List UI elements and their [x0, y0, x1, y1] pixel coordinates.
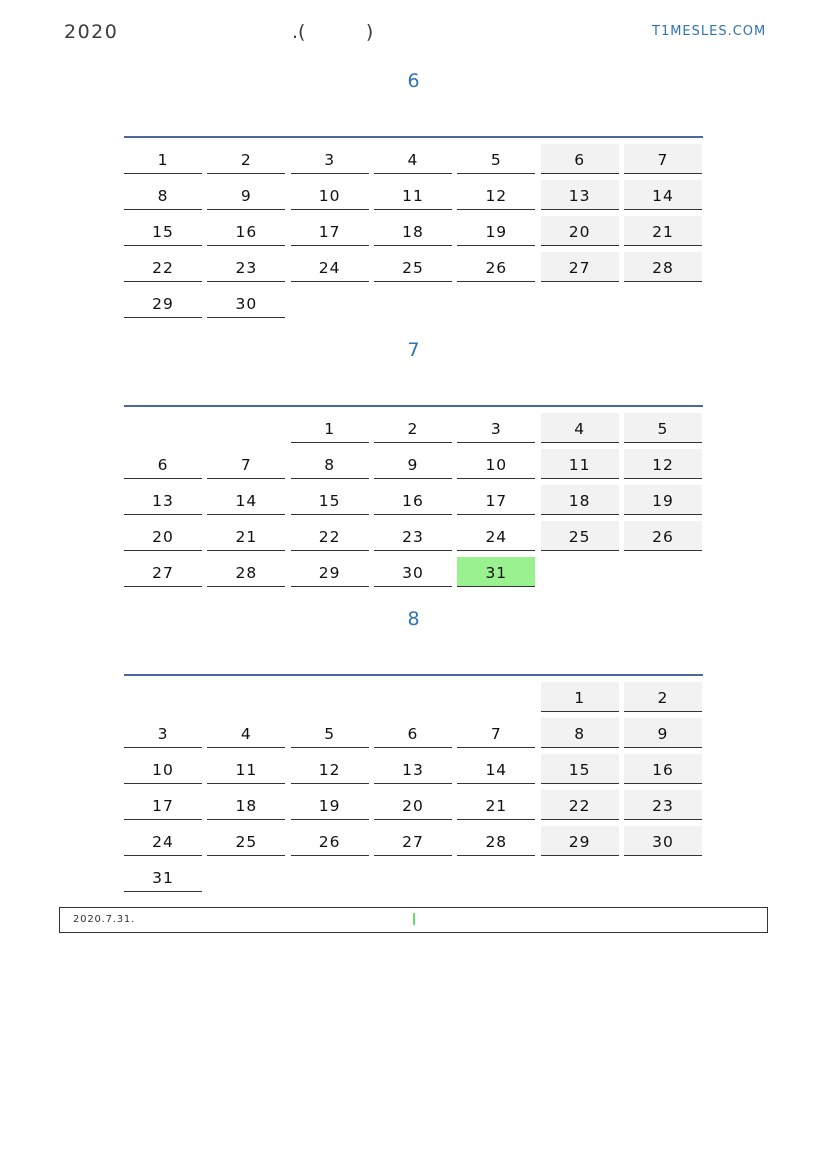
day-cell[interactable]: 12 [457, 180, 535, 210]
day-cell[interactable]: 6 [374, 718, 452, 748]
day-cell[interactable]: 24 [124, 826, 202, 856]
day-cell[interactable]: 7 [207, 449, 285, 479]
day-cell[interactable]: 24 [291, 252, 369, 282]
day-cell[interactable]: 13 [374, 754, 452, 784]
day-cell[interactable]: 23 [624, 790, 702, 820]
month-title: 7 [407, 339, 420, 361]
day-cell[interactable]: 29 [291, 557, 369, 587]
day-cell[interactable]: 25 [374, 252, 452, 282]
day-cell[interactable]: 10 [457, 449, 535, 479]
day-cell[interactable]: 13 [124, 485, 202, 515]
day-cell[interactable]: 11 [207, 754, 285, 784]
month-title: 6 [407, 70, 420, 92]
today-marker [413, 913, 415, 925]
day-cell[interactable]: 5 [291, 718, 369, 748]
day-cell[interactable]: 29 [541, 826, 619, 856]
day-cell[interactable]: 22 [124, 252, 202, 282]
day-cell[interactable]: 7 [624, 144, 702, 174]
day-cell[interactable]: 19 [457, 216, 535, 246]
day-cell[interactable]: 12 [624, 449, 702, 479]
day-cell[interactable]: 3 [124, 718, 202, 748]
day-cell-today[interactable]: 31 [457, 557, 535, 587]
day-cell[interactable]: 8 [124, 180, 202, 210]
site-link[interactable]: T1MESLES.COM [652, 24, 767, 39]
day-cell[interactable]: 3 [291, 144, 369, 174]
day-cell[interactable]: 28 [457, 826, 535, 856]
month-title: 8 [407, 608, 420, 630]
day-cell[interactable]: 27 [124, 557, 202, 587]
day-cell[interactable]: 26 [291, 826, 369, 856]
day-cell[interactable]: 17 [291, 216, 369, 246]
day-cell[interactable]: 30 [374, 557, 452, 587]
day-cell[interactable]: 12 [291, 754, 369, 784]
day-cell[interactable]: 22 [291, 521, 369, 551]
day-cell[interactable]: 14 [624, 180, 702, 210]
day-cell[interactable]: 19 [291, 790, 369, 820]
day-cell[interactable]: 8 [541, 718, 619, 748]
day-cell[interactable]: 14 [207, 485, 285, 515]
header-title-paren: .( ) [292, 21, 374, 43]
day-cell[interactable]: 11 [374, 180, 452, 210]
day-cell[interactable]: 13 [541, 180, 619, 210]
day-cell[interactable]: 8 [291, 449, 369, 479]
day-cell[interactable]: 1 [541, 682, 619, 712]
day-cell[interactable]: 4 [207, 718, 285, 748]
header-year: 2020 [64, 21, 119, 43]
day-cell[interactable]: 15 [291, 485, 369, 515]
day-cell[interactable]: 27 [374, 826, 452, 856]
day-cell[interactable]: 23 [207, 252, 285, 282]
day-cell[interactable]: 25 [207, 826, 285, 856]
day-cell[interactable]: 31 [124, 862, 202, 892]
day-cell[interactable]: 6 [124, 449, 202, 479]
day-cell[interactable]: 28 [207, 557, 285, 587]
day-cell[interactable]: 21 [624, 216, 702, 246]
day-cell[interactable]: 21 [207, 521, 285, 551]
day-cell[interactable]: 21 [457, 790, 535, 820]
day-cell[interactable]: 17 [457, 485, 535, 515]
day-cell[interactable]: 16 [624, 754, 702, 784]
day-cell[interactable]: 9 [207, 180, 285, 210]
footer-date: 2020.7.31. [73, 914, 136, 925]
day-cell[interactable]: 5 [457, 144, 535, 174]
month-rule [124, 405, 703, 407]
day-cell[interactable]: 18 [207, 790, 285, 820]
day-cell[interactable]: 29 [124, 288, 202, 318]
day-cell[interactable]: 26 [624, 521, 702, 551]
day-cell[interactable]: 16 [207, 216, 285, 246]
day-cell[interactable]: 20 [374, 790, 452, 820]
day-cell[interactable]: 15 [541, 754, 619, 784]
day-cell[interactable]: 20 [124, 521, 202, 551]
day-cell[interactable]: 4 [541, 413, 619, 443]
day-cell[interactable]: 30 [207, 288, 285, 318]
day-cell[interactable]: 23 [374, 521, 452, 551]
day-cell[interactable]: 15 [124, 216, 202, 246]
day-cell[interactable]: 10 [291, 180, 369, 210]
day-cell[interactable]: 18 [374, 216, 452, 246]
day-cell[interactable]: 9 [374, 449, 452, 479]
day-cell[interactable]: 6 [541, 144, 619, 174]
day-cell[interactable]: 22 [541, 790, 619, 820]
day-cell[interactable]: 1 [291, 413, 369, 443]
day-cell[interactable]: 25 [541, 521, 619, 551]
month-rule [124, 674, 703, 676]
day-cell[interactable]: 1 [124, 144, 202, 174]
day-cell[interactable]: 5 [624, 413, 702, 443]
day-cell[interactable]: 3 [457, 413, 535, 443]
day-cell[interactable]: 26 [457, 252, 535, 282]
day-cell[interactable]: 14 [457, 754, 535, 784]
day-cell[interactable]: 16 [374, 485, 452, 515]
day-cell[interactable]: 7 [457, 718, 535, 748]
day-cell[interactable]: 27 [541, 252, 619, 282]
day-cell[interactable]: 30 [624, 826, 702, 856]
day-cell[interactable]: 19 [624, 485, 702, 515]
day-cell[interactable]: 20 [541, 216, 619, 246]
day-cell[interactable]: 11 [541, 449, 619, 479]
day-cell[interactable]: 2 [207, 144, 285, 174]
day-cell[interactable]: 17 [124, 790, 202, 820]
day-cell[interactable]: 10 [124, 754, 202, 784]
day-cell[interactable]: 9 [624, 718, 702, 748]
month-rule [124, 136, 703, 138]
day-cell[interactable]: 18 [541, 485, 619, 515]
footer-bar [59, 907, 768, 933]
day-cell[interactable]: 28 [624, 252, 702, 282]
day-cell[interactable]: 4 [374, 144, 452, 174]
day-cell[interactable]: 2 [624, 682, 702, 712]
day-cell[interactable]: 2 [374, 413, 452, 443]
day-cell[interactable]: 24 [457, 521, 535, 551]
